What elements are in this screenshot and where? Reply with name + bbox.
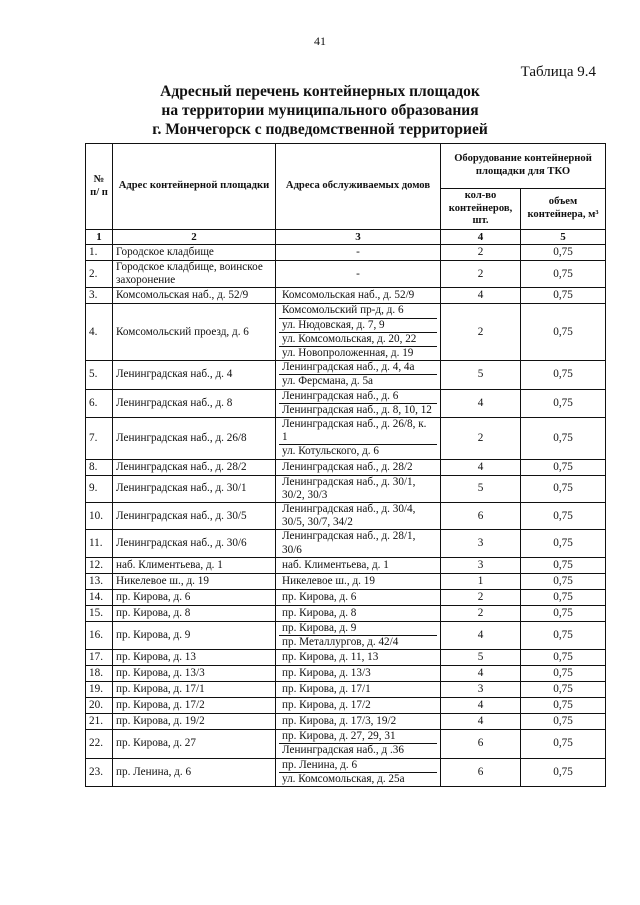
title-line-3: г. Мончегорск с подведомственной территорией: [152, 121, 488, 138]
served-houses: [276, 650, 441, 666]
served-houses: [276, 389, 441, 417]
table-body: [86, 245, 606, 787]
row-number: 10.: [86, 503, 113, 530]
served-house: Ленинградская наб., д. 26/8, к. 1: [282, 418, 427, 444]
served-houses: [276, 698, 441, 714]
title-line-2: на территории муниципального образования: [161, 102, 479, 119]
container-count: 2: [441, 418, 521, 460]
row-number: 18.: [86, 666, 113, 682]
container-volume: 0,75: [521, 758, 606, 786]
served-house: пр. Кирова, д. 6: [282, 590, 357, 603]
container-count: 6: [441, 758, 521, 786]
column-index: 4: [441, 230, 521, 245]
header-equipment: Оборудование контейнерной площадки для ТКО: [441, 144, 606, 189]
container-sites-table: [85, 143, 606, 787]
served-house: -: [356, 267, 360, 280]
container-volume: 0,75: [521, 288, 606, 304]
served-house: пр. Металлургов, д. 42/4: [279, 635, 437, 649]
table-row: [86, 288, 606, 304]
row-number: 8.: [86, 459, 113, 475]
table-row: [86, 418, 606, 460]
container-volume: 0,75: [521, 573, 606, 589]
row-number: 11.: [86, 530, 113, 557]
table-row: [86, 650, 606, 666]
served-house: Ленинградская наб., д. 28/2: [282, 460, 413, 473]
row-number: 6.: [86, 389, 113, 417]
served-houses: [276, 361, 441, 389]
served-house: Ленинградская наб., д. 30/1, 30/2, 30/3: [282, 475, 416, 501]
site-address: Ленинградская наб., д. 30/6: [113, 530, 276, 557]
column-index-row: [86, 230, 606, 245]
served-houses: [276, 304, 441, 361]
served-house: пр. Ленина, д. 6: [282, 758, 358, 771]
site-address: Никелевое ш., д. 19: [113, 573, 276, 589]
served-house: ул. Ферсмана, д. 5а: [279, 374, 437, 388]
container-count: 4: [441, 714, 521, 730]
container-volume: 0,75: [521, 589, 606, 605]
container-count: 4: [441, 389, 521, 417]
container-count: 4: [441, 621, 521, 649]
served-houses: [276, 666, 441, 682]
container-volume: 0,75: [521, 389, 606, 417]
site-address: пр. Кирова, д. 27: [113, 730, 276, 758]
served-house: наб. Климентьева, д. 1: [282, 558, 389, 571]
container-count: 5: [441, 361, 521, 389]
table-row: [86, 503, 606, 530]
served-houses: [276, 288, 441, 304]
table-row: [86, 573, 606, 589]
row-number: 2.: [86, 261, 113, 288]
container-volume: 0,75: [521, 621, 606, 649]
container-count: 6: [441, 730, 521, 758]
site-address: Ленинградская наб., д. 30/5: [113, 503, 276, 530]
row-number: 3.: [86, 288, 113, 304]
site-address: Ленинградская наб., д. 28/2: [113, 459, 276, 475]
container-volume: 0,75: [521, 666, 606, 682]
row-number: 19.: [86, 682, 113, 698]
container-count: 4: [441, 698, 521, 714]
site-address: пр. Кирова, д. 17/1: [113, 682, 276, 698]
served-houses: [276, 261, 441, 288]
served-house: пр. Кирова, д. 17/2: [282, 699, 371, 712]
site-address: Ленинградская наб., д. 4: [113, 361, 276, 389]
table-row: [86, 389, 606, 417]
table-row: [86, 304, 606, 361]
container-count: 1: [441, 573, 521, 589]
served-houses: [276, 503, 441, 530]
container-count: 6: [441, 503, 521, 530]
served-houses: [276, 475, 441, 502]
site-address: пр. Кирова, д. 9: [113, 621, 276, 649]
site-address: Комсомольская наб., д. 52/9: [113, 288, 276, 304]
container-count: 2: [441, 304, 521, 361]
container-count: 3: [441, 530, 521, 557]
row-number: 12.: [86, 557, 113, 573]
served-houses: [276, 589, 441, 605]
table-row: [86, 758, 606, 786]
site-address: пр. Кирова, д. 19/2: [113, 714, 276, 730]
served-houses: [276, 557, 441, 573]
container-count: 4: [441, 459, 521, 475]
header-num: № п/ п: [86, 144, 113, 230]
served-house: ул. Нюдовская, д. 7, 9: [279, 318, 437, 332]
served-house: пр. Кирова, д. 8: [282, 606, 357, 619]
served-house: Ленинградская наб., д. 6: [282, 389, 399, 402]
container-count: 2: [441, 589, 521, 605]
container-count: 2: [441, 261, 521, 288]
table-row: [86, 589, 606, 605]
container-volume: 0,75: [521, 730, 606, 758]
site-address: Ленинградская наб., д. 8: [113, 389, 276, 417]
document-title: [0, 82, 640, 139]
served-house: Комсомольская наб., д. 52/9: [282, 289, 415, 302]
container-count: 4: [441, 666, 521, 682]
site-address: пр. Кирова, д. 17/2: [113, 698, 276, 714]
served-houses: [276, 573, 441, 589]
site-address: Ленинградская наб., д. 30/1: [113, 475, 276, 502]
column-index: 3: [276, 230, 441, 245]
served-house: пр. Кирова, д. 13/3: [282, 667, 371, 680]
container-volume: 0,75: [521, 714, 606, 730]
served-house: Ленинградская наб., д. 8, 10, 12: [279, 403, 437, 417]
table-row: [86, 245, 606, 261]
served-house: -: [356, 245, 360, 258]
served-house: пр. Кирова, д. 17/3, 19/2: [282, 715, 397, 728]
site-address: Городское кладбище: [113, 245, 276, 261]
header-count: кол-во контейнеров, шт.: [441, 189, 521, 230]
table-row: [86, 682, 606, 698]
row-number: 5.: [86, 361, 113, 389]
row-number: 7.: [86, 418, 113, 460]
container-count: 3: [441, 557, 521, 573]
container-volume: 0,75: [521, 418, 606, 460]
container-count: 4: [441, 288, 521, 304]
column-index: 2: [113, 230, 276, 245]
container-volume: 0,75: [521, 361, 606, 389]
column-index: 1: [86, 230, 113, 245]
served-houses: [276, 714, 441, 730]
site-address: пр. Кирова, д. 8: [113, 605, 276, 621]
site-address: Комсомольский проезд, д. 6: [113, 304, 276, 361]
served-houses: [276, 245, 441, 261]
table-row: [86, 261, 606, 288]
row-number: 23.: [86, 758, 113, 786]
container-volume: 0,75: [521, 682, 606, 698]
site-address: пр. Кирова, д. 6: [113, 589, 276, 605]
table-row: [86, 605, 606, 621]
site-address: Городское кладбище, воинское захоронение: [113, 261, 276, 288]
table-row: [86, 475, 606, 502]
table-row: [86, 666, 606, 682]
container-volume: 0,75: [521, 304, 606, 361]
site-address: пр. Кирова, д. 13: [113, 650, 276, 666]
container-volume: 0,75: [521, 650, 606, 666]
row-number: 17.: [86, 650, 113, 666]
served-houses: [276, 758, 441, 786]
table-label: Таблица 9.4: [520, 64, 596, 80]
row-number: 21.: [86, 714, 113, 730]
container-volume: 0,75: [521, 261, 606, 288]
row-number: 15.: [86, 605, 113, 621]
header-houses: Адреса обслуживаемых домов: [276, 144, 441, 230]
served-houses: [276, 730, 441, 758]
row-number: 14.: [86, 589, 113, 605]
served-house: Никелевое ш., д. 19: [282, 574, 375, 587]
served-houses: [276, 459, 441, 475]
served-house: пр. Кирова, д. 9: [282, 621, 357, 634]
table-row: [86, 714, 606, 730]
container-count: 2: [441, 605, 521, 621]
row-number: 1.: [86, 245, 113, 261]
table-row: [86, 361, 606, 389]
table-row: [86, 459, 606, 475]
row-number: 20.: [86, 698, 113, 714]
container-volume: 0,75: [521, 605, 606, 621]
table-row: [86, 557, 606, 573]
container-volume: 0,75: [521, 530, 606, 557]
row-number: 13.: [86, 573, 113, 589]
container-count: 2: [441, 245, 521, 261]
table-row: [86, 621, 606, 649]
site-address: пр. Ленина, д. 6: [113, 758, 276, 786]
container-volume: 0,75: [521, 503, 606, 530]
served-houses: [276, 605, 441, 621]
served-houses: [276, 418, 441, 460]
page-number: 41: [314, 34, 326, 48]
row-number: 9.: [86, 475, 113, 502]
container-volume: 0,75: [521, 459, 606, 475]
title-line-1: Адресный перечень контейнерных площадок: [160, 83, 480, 100]
container-volume: 0,75: [521, 245, 606, 261]
container-count: 5: [441, 475, 521, 502]
served-house: Ленинградская наб., д. 30/4, 30/5, 30/7, 34/2: [282, 503, 416, 529]
container-count: 3: [441, 682, 521, 698]
served-houses: [276, 682, 441, 698]
site-address: наб. Климентьева, д. 1: [113, 557, 276, 573]
row-number: 22.: [86, 730, 113, 758]
table-row: [86, 730, 606, 758]
served-house: пр. Кирова, д. 11, 13: [282, 651, 379, 664]
served-houses: [276, 530, 441, 557]
container-volume: 0,75: [521, 698, 606, 714]
served-house: ул. Новопроложенная, д. 19: [279, 346, 437, 360]
row-number: 16.: [86, 621, 113, 649]
served-house: Комсомольский пр-д, д. 6: [282, 304, 404, 317]
site-address: пр. Кирова, д. 13/3: [113, 666, 276, 682]
container-volume: 0,75: [521, 557, 606, 573]
served-house: пр. Кирова, д. 17/1: [282, 683, 371, 696]
served-houses: [276, 621, 441, 649]
site-address: Ленинградская наб., д. 26/8: [113, 418, 276, 460]
header-volume: объем контейнера, м³: [521, 189, 606, 230]
table-row: [86, 698, 606, 714]
served-house: Ленинградская наб., д. 28/1, 30/6: [282, 530, 416, 556]
served-house: ул. Котульского, д. 6: [279, 444, 437, 458]
served-house: Ленинградская наб., д. 4, 4а: [282, 361, 415, 374]
served-house: пр. Кирова, д. 27, 29, 31: [282, 730, 396, 743]
table-row: [86, 530, 606, 557]
container-volume: 0,75: [521, 475, 606, 502]
served-house: ул. Комсомольская, д. 25а: [279, 772, 437, 786]
container-count: 5: [441, 650, 521, 666]
column-index: 5: [521, 230, 606, 245]
served-house: ул. Комсомольская, д. 20, 22: [279, 332, 437, 346]
served-house: Ленинградская наб., д .36: [279, 743, 437, 757]
header-address: Адрес контейнерной площадки: [113, 144, 276, 230]
row-number: 4.: [86, 304, 113, 361]
